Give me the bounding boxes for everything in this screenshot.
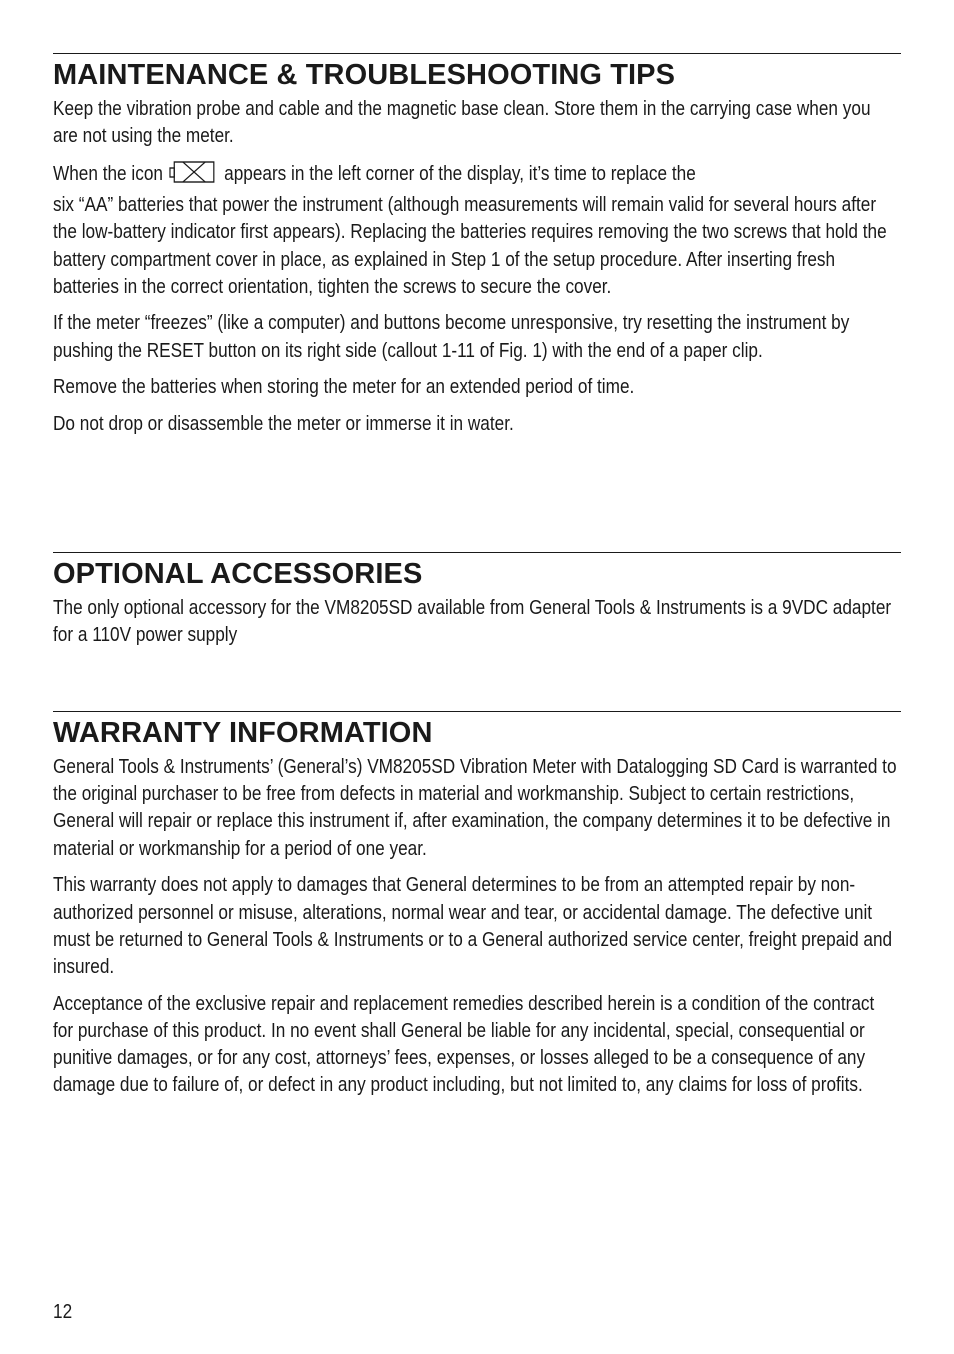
battery-text-line1: appears in the left corner of the display, it’s time to replace the (224, 162, 696, 185)
maintenance-heading: MAINTENANCE & TROUBLESHOOTING TIPS (53, 59, 676, 91)
warranty-heading: WARRANTY INFORMATION (53, 717, 433, 749)
warranty-section (53, 711, 901, 1109)
low-battery-icon (169, 160, 215, 192)
warranty-paragraph-liability: Acceptance of the exclusive repair and replacement remedies described herein is a condition of the contract for purchase of this product. In no event shall General be liable for any incidental, special, consequential or punitive damages, or for any cost, attorneys’ fees, expenses, or losses alleged to be a consequence of any damage due to failure of, or defect in any product including, but not limited to, any claims for loss of profits. (53, 992, 875, 1097)
warranty-paragraph-coverage: General Tools & Instruments’ (General’s) VM8205SD Vibration Meter with Datalogging SD Card is warranted to the original purchaser to be free from defects in material and workmanship. Subject to certain restrictions, General will repair or replace this instrument if, after examination, the company determines it to be defective in material or workmanship for a period of one year. (53, 756, 897, 860)
maintenance-paragraph-reset: If the meter “freezes” (like a computer) and buttons become unresponsive, try resetting the instrument by pushing the RESET button on its right side (callout 1-11 of Fig. 1) with the end of a paper clip. (53, 312, 850, 362)
battery-text-rest: six “AA” batteries that power the instrument (although measurements will remain valid for several hours after the low-battery indicator first appears). Replacing the batteries requires removing the two screws that hold the battery compartment cover in place, as explained in Step 1 of the setup procedure. After inserting fresh batteries in the correct orientation, tighten the screws to secure the cover. (53, 194, 887, 298)
warranty-paragraph-exclusions: This warranty does not apply to damages that General determines to be from an attempted repair by non-authorized personnel or misuse, alterations, normal wear and tear, or accidental damage. The defective unit must be returned to General Tools & Instruments or to a General authorized service center, freight prepaid and insured. (53, 874, 893, 978)
battery-text-lead: When the icon (53, 162, 163, 185)
maintenance-paragraph-handling: Do not drop or disassemble the meter or immerse it in water. (53, 413, 514, 436)
accessories-paragraph: The only optional accessory for the VM8205SD available from General Tools & Instruments is a 9VDC adapter for a 110V power supply (53, 597, 892, 647)
section-divider (53, 53, 901, 54)
section-divider (53, 711, 901, 712)
section-divider (53, 552, 901, 553)
accessories-section (53, 552, 901, 659)
maintenance-paragraph-clean: Keep the vibration probe and cable and the magnetic base clean. Store them in the carrying case when you are not using the meter. (53, 98, 871, 148)
page-number: 12 (53, 1301, 73, 1323)
maintenance-paragraph-storage: Remove the batteries when storing the meter for an extended period of time. (53, 376, 635, 399)
accessories-heading: OPTIONAL ACCESSORIES (53, 558, 423, 590)
maintenance-paragraph-battery (53, 160, 899, 301)
maintenance-section (53, 53, 901, 448)
